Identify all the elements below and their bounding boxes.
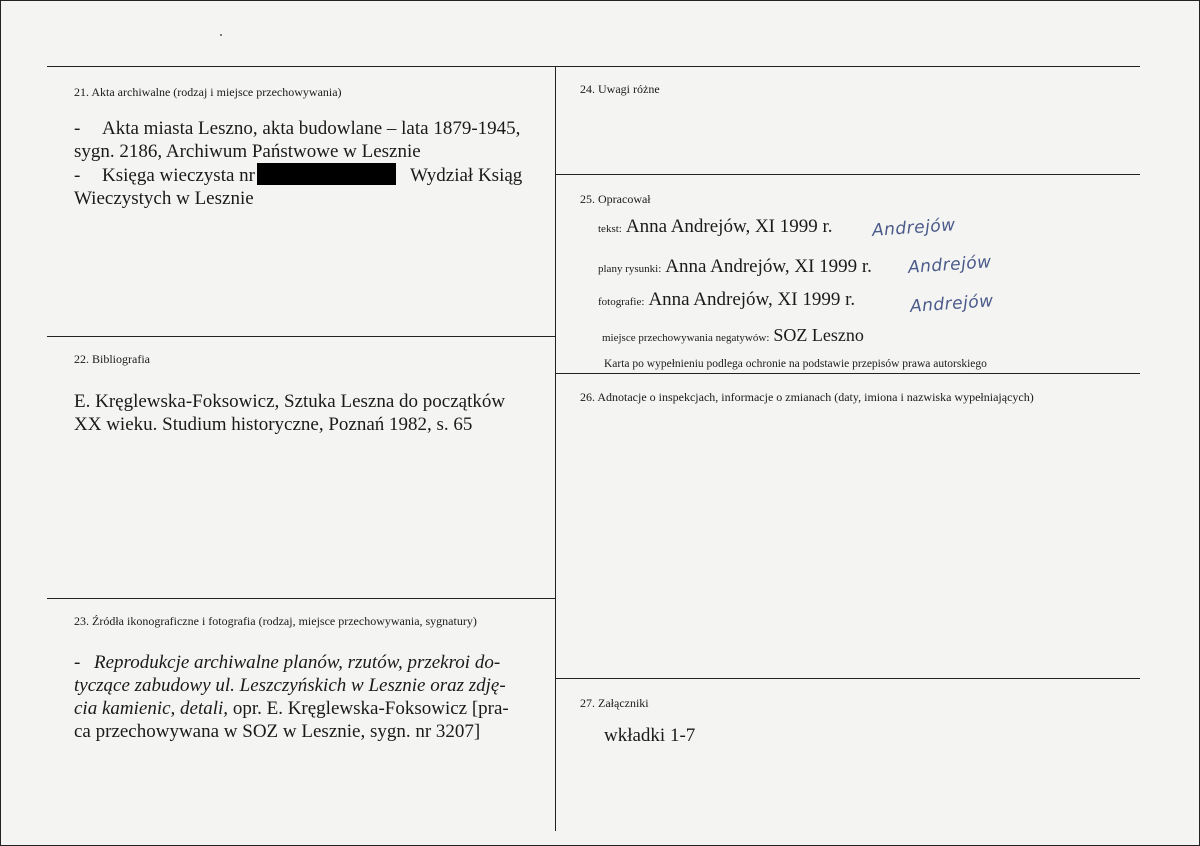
rule-25-26: [555, 373, 1140, 374]
rule-24-25: [555, 174, 1140, 175]
author-plans-row: [598, 256, 872, 278]
iconography-line-3: cia kamienic, detali, opr. E. Kręglewska-Foksowicz [pra-: [74, 698, 509, 719]
section-23-content: [74, 651, 544, 743]
author-photos-row: [598, 289, 855, 311]
section-22-content: [74, 390, 544, 436]
attachments-value: wkładki 1-7: [604, 725, 696, 746]
author-text-value: Anna Andrejów, XI 1999 r.: [625, 216, 833, 237]
section-27-label: 27. Załączniki: [580, 696, 649, 710]
section-26-label: 26. Adnotacje o inspekcjach, informacje o zmianach (daty, imiona i nazwiska wypełniających): [580, 390, 1034, 404]
negatives-value: SOZ Leszno: [773, 325, 864, 345]
negatives-label: miejsce przechowywania negatywów:: [602, 332, 770, 344]
author-photos-value: Anna Andrejów, XI 1999 r.: [648, 289, 856, 310]
author-text-row: [598, 216, 833, 238]
signature-1: Andrejów: [871, 215, 957, 241]
archival-line-1: - Akta miasta Leszno, akta budowlane – lata 1879-1945,: [74, 118, 521, 139]
iconography-line-4: ca przechowywana w SOZ w Lesznie, sygn. nr 3207]: [74, 721, 481, 742]
rule-26-27: [555, 678, 1140, 679]
top-rule: [47, 66, 1140, 67]
redaction-bar: [257, 163, 396, 185]
section-22-label: 22. Bibliografia: [74, 352, 150, 366]
section-24-label: 24. Uwagi różne: [580, 82, 660, 96]
rule-22-23: [47, 598, 555, 599]
section-23-label: 23. Źródła ikonograficzne i fotografia (rodzaj, miejsce przechowywania, sygnatury): [74, 614, 477, 628]
archival-line-4: Wieczystych w Lesznie: [74, 188, 254, 209]
section-21-label: 21. Akta archiwalne (rodzaj i miejsce przechowywania): [74, 85, 342, 99]
author-plans-value: Anna Andrejów, XI 1999 r.: [665, 256, 872, 277]
section-21-content: [74, 117, 544, 210]
archival-line-2: sygn. 2186, Archiwum Państwowe w Lesznie: [74, 141, 421, 162]
speck: [220, 34, 222, 36]
bibliography-line-1: E. Kręglewska-Foksowicz, Sztuka Leszna do początków: [74, 391, 506, 412]
rule-21-22: [47, 336, 555, 337]
negatives-row: [602, 325, 864, 346]
copyright-notice: Karta po wypełnieniu podlega ochronie na podstawie przepisów prawa autorskiego: [604, 358, 987, 370]
center-divider: [555, 66, 556, 831]
signature-2: Andrejów: [907, 252, 993, 278]
iconography-line-2: tyczące zabudowy ul. Leszczyńskich w Lesznie oraz zdję-: [74, 675, 506, 696]
iconography-line-1: - Reprodukcje archiwalne planów, rzutów, przekroi do-: [74, 652, 501, 673]
section-25-label: 25. Opracował: [580, 192, 651, 206]
author-plans-label: plany rysunki:: [598, 263, 662, 275]
archival-line-3: - Księga wieczysta nr Wydział Ksiąg: [74, 165, 523, 186]
author-photos-label: fotografie:: [598, 296, 645, 308]
signature-3: Andrejów: [909, 291, 995, 317]
bibliography-line-2: XX wieku. Studium historyczne, Poznań 1982, s. 65: [74, 414, 473, 435]
author-text-label: tekst:: [598, 223, 622, 235]
